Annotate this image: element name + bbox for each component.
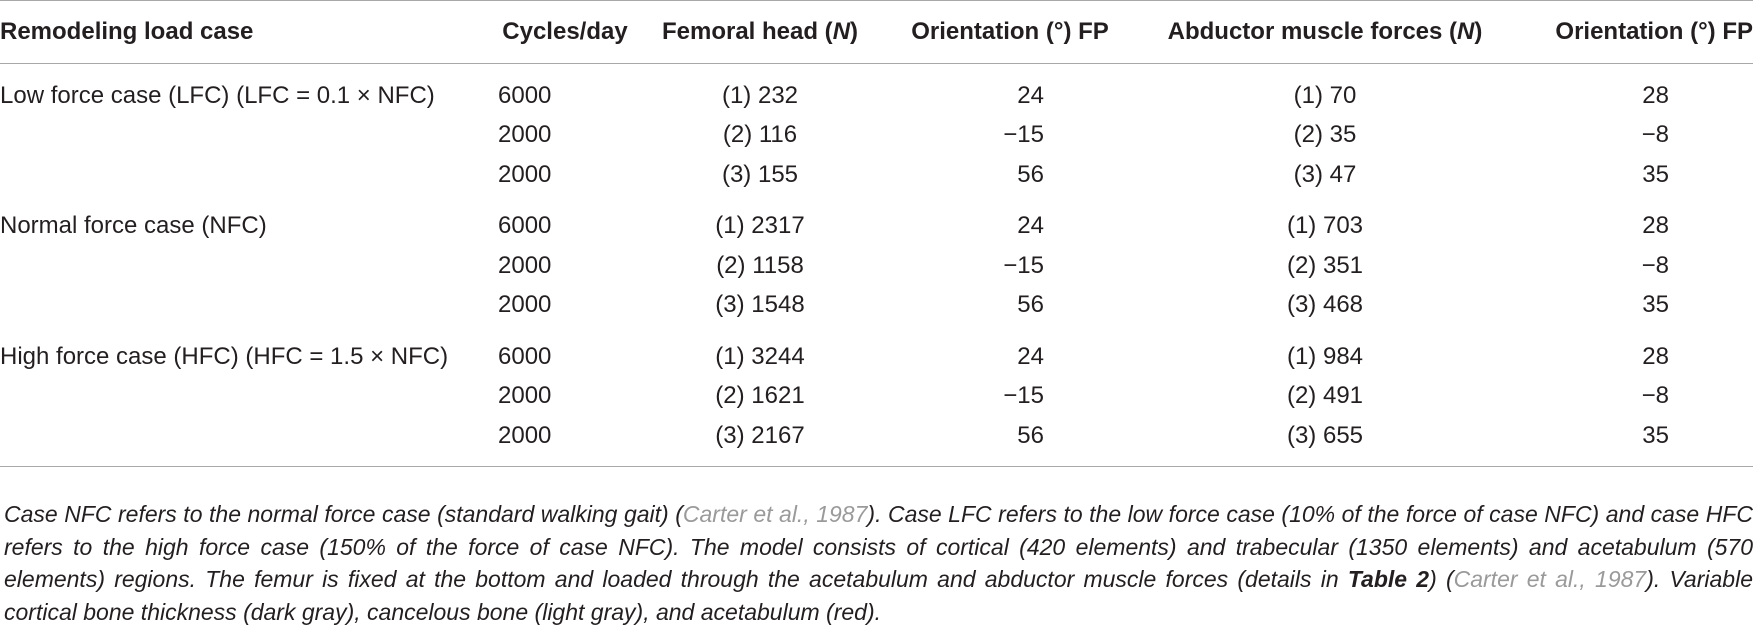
table-body <box>0 64 1753 467</box>
table-2-link[interactable]: Table 2 <box>1347 566 1430 592</box>
table-row <box>0 377 1753 417</box>
cell-orientation-abductor: 28 <box>1642 212 1669 240</box>
header-femoral-head-unit: N <box>832 18 851 45</box>
table-row <box>0 246 1753 286</box>
cell-load-case: Low force case (LFC) (LFC = 0.1 × NFC) <box>0 81 435 109</box>
cell-cycles: 2000 <box>498 121 552 149</box>
cell-abductor-force: (3) 47 <box>1293 160 1357 188</box>
header-abductor-suffix: ) <box>1474 18 1483 45</box>
cell-cycles: 2000 <box>498 421 552 449</box>
header-remodeling-load-case: Remodeling load case <box>0 18 254 45</box>
cell-cycles: 2000 <box>498 382 552 410</box>
cell-cycles: 6000 <box>498 81 552 109</box>
cell-abductor-force: (1) 703 <box>1286 212 1364 240</box>
cell-abductor-force: (1) 984 <box>1286 342 1364 370</box>
cell-load-case: Normal force case (NFC) <box>0 212 267 240</box>
header-abductor-unit: N <box>1457 18 1475 45</box>
header-orientation-abductor: Orientation (°) FP <box>1555 18 1753 45</box>
cell-femoral-head: (3) 2167 <box>715 421 805 449</box>
table-footnote <box>0 498 1753 628</box>
cell-load-case <box>0 116 490 156</box>
cell-load-case <box>0 416 490 466</box>
citation-link-carter-1987[interactable]: Carter et al., 1987 <box>682 501 868 527</box>
cell-abductor-force: (2) 351 <box>1286 251 1364 279</box>
cell-load-case <box>0 246 490 286</box>
cell-femoral-head: (3) 1548 <box>715 291 805 319</box>
cell-orientation-femoral: −15 <box>1003 251 1044 279</box>
cell-cycles: 6000 <box>498 212 552 240</box>
cell-orientation-abductor: 35 <box>1642 421 1669 449</box>
header-row <box>0 1 1753 64</box>
header-orientation-femoral: Orientation (°) FP <box>911 18 1109 45</box>
cell-cycles: 2000 <box>498 251 552 279</box>
table-row <box>0 116 1753 156</box>
cell-abductor-force: (2) 35 <box>1293 121 1357 149</box>
cell-orientation-abductor: 28 <box>1642 342 1669 370</box>
table-header <box>0 1 1753 64</box>
cell-femoral-head: (2) 116 <box>722 121 798 149</box>
cell-femoral-head: (1) 3244 <box>715 342 805 370</box>
table-row <box>0 155 1753 195</box>
cell-orientation-abductor: −8 <box>1641 121 1669 149</box>
cell-load-case <box>0 155 490 195</box>
cell-orientation-femoral: 56 <box>1017 291 1044 319</box>
cell-orientation-abductor: 28 <box>1642 81 1669 109</box>
cell-orientation-femoral: 56 <box>1017 421 1044 449</box>
footnote-text-3: ) ( <box>1429 566 1454 592</box>
cell-orientation-femoral: 24 <box>1017 81 1044 109</box>
header-femoral-head <box>640 1 880 64</box>
footnote-text-2: ). Case LFC refers to the low force case (10% of the force of case NFC) and case HFC refers to the high force case (150% of the force of case NFC). The model consists of cortical (420 elements) and trabecular (1350 elements) and acetabulum (570 elements) regions. The femur is fixed at the bottom and loaded through the acetabulum and abductor muscle forces (details in <box>4 501 1753 592</box>
table-row <box>0 325 1753 377</box>
table-row <box>0 286 1753 326</box>
cell-cycles: 6000 <box>498 342 552 370</box>
cell-orientation-femoral: 24 <box>1017 212 1044 240</box>
cell-abductor-force: (2) 491 <box>1286 382 1364 410</box>
cell-load-case <box>0 377 490 417</box>
cell-orientation-femoral: 56 <box>1017 160 1044 188</box>
cell-load-case <box>0 286 490 326</box>
cell-femoral-head: (1) 2317 <box>715 212 805 240</box>
cell-orientation-femoral: −15 <box>1003 121 1044 149</box>
table-row <box>0 416 1753 466</box>
cell-femoral-head: (2) 1621 <box>715 382 805 410</box>
cell-cycles: 2000 <box>498 291 552 319</box>
cell-orientation-femoral: −15 <box>1003 382 1044 410</box>
cell-femoral-head: (3) 155 <box>721 160 799 188</box>
cell-orientation-abductor: 35 <box>1642 160 1669 188</box>
cell-abductor-force: (1) 70 <box>1293 81 1357 109</box>
cell-orientation-abductor: −8 <box>1641 382 1669 410</box>
header-femoral-head-prefix: Femoral head ( <box>661 18 833 45</box>
footnote-text-4: ). Variable cortical bone thickness (dark gray), cancelous bone (light gray), and acetabulum (red). <box>4 566 1753 625</box>
table-row <box>0 64 1753 116</box>
header-abductor-muscle-forces <box>1140 1 1510 64</box>
cell-abductor-force: (3) 468 <box>1286 291 1364 319</box>
cell-femoral-head: (1) 232 <box>721 81 799 109</box>
cell-orientation-abductor: −8 <box>1641 251 1669 279</box>
cell-load-case: High force case (HFC) (HFC = 1.5 × NFC) <box>0 342 449 370</box>
cell-cycles: 2000 <box>498 160 552 188</box>
cell-abductor-force: (3) 655 <box>1286 421 1364 449</box>
header-femoral-head-suffix: ) <box>850 18 859 45</box>
cell-orientation-femoral: 24 <box>1017 342 1044 370</box>
cell-femoral-head: (2) 1158 <box>716 251 804 279</box>
header-cycles-per-day: Cycles/day <box>502 18 628 45</box>
cell-orientation-abductor: 35 <box>1642 291 1669 319</box>
header-abductor-prefix: Abductor muscle forces ( <box>1167 18 1458 45</box>
footnote-text-1: Case NFC refers to the normal force case (standard walking gait) ( <box>4 501 683 527</box>
table-row <box>0 195 1753 247</box>
citation-link-carter-1987-second[interactable]: Carter et al., 1987 <box>1453 566 1647 592</box>
